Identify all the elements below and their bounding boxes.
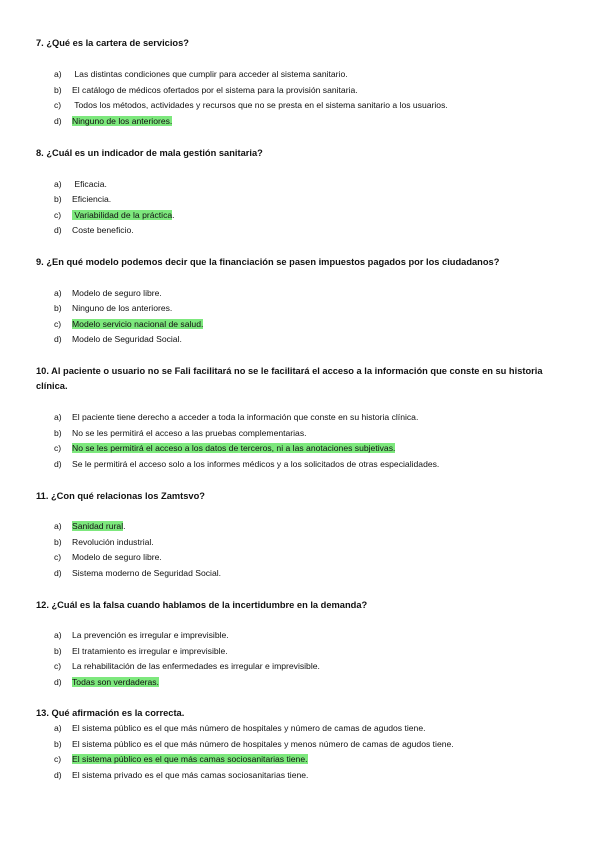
- question-9-option-c: c) Modelo servicio nacional de salud.: [54, 319, 204, 329]
- question-7-option-c: c) Todos los métodos, actividades y recursos que no se presta en el sistema sanitario a los usuarios.: [54, 100, 448, 110]
- question-13-option-c: c) El sistema público es el que más camas sociosanitarias tiene.: [54, 754, 308, 764]
- question-8-option-d: d) Coste beneficio.: [54, 225, 134, 235]
- correct-answer-highlight: Todas son verdaderas.: [72, 677, 159, 687]
- question-8-option-a: a) Eficacia.: [54, 179, 107, 189]
- correct-answer-highlight: El sistema público es el que más camas sociosanitarias tiene.: [72, 754, 308, 764]
- correct-answer-highlight: No se les permitirá el acceso a los datos de terceros, ni a las anotaciones subjetivas.: [72, 443, 396, 453]
- question-10-option-b: b) No se les permitirá el acceso a las pruebas complementarias.: [54, 428, 307, 438]
- question-12-option-c: c) La rehabilitación de las enfermedades es irregular e imprevisible.: [54, 661, 320, 671]
- question-12-option-d: d) Todas son verdaderas.: [54, 677, 159, 687]
- question-11-option-a: a) Sanidad rural.: [54, 521, 126, 531]
- question-8-option-b: b) Eficiencia.: [54, 194, 112, 204]
- question-9-option-a: a) Modelo de seguro libre.: [54, 288, 162, 298]
- question-13-title: 13. Qué afirmación es la correcta.: [36, 708, 185, 718]
- correct-answer-highlight: Ninguno de los anteriores.: [72, 116, 173, 126]
- question-10-option-a: a) El paciente tiene derecho a acceder a toda la información que conste en su historia clínica.: [54, 412, 419, 422]
- question-13-option-d: d) El sistema privado es el que más camas sociosanitarias tiene.: [54, 770, 309, 780]
- question-9-option-d: d) Modelo de Seguridad Social.: [54, 334, 182, 344]
- question-7-title: 7. ¿Qué es la cartera de servicios?: [36, 38, 189, 48]
- question-13-option-b: b) El sistema público es el que más número de hospitales y menos número de camas de agudos tiene.: [54, 739, 454, 749]
- question-10-title: 10. Al paciente o usuario no se Fali facilitará no se le facilitará el acceso a la información que conste en su historia clínica.: [36, 366, 543, 391]
- question-11-option-c: c) Modelo de seguro libre.: [54, 552, 162, 562]
- question-9-title: 9. ¿En qué modelo podemos decir que la financiación se pasen impuestos pagados por los ciudadanos?: [36, 257, 500, 267]
- question-7-option-a: a) Las distintas condiciones que cumplir para acceder al sistema sanitario.: [54, 69, 348, 79]
- correct-answer-highlight: Sanidad rural: [72, 521, 124, 531]
- question-12-option-b: b) El tratamiento es irregular e imprevisible.: [54, 646, 228, 656]
- question-12-option-a: a) La prevención es irregular e imprevisible.: [54, 630, 229, 640]
- correct-answer-highlight: Variabilidad de la práctica: [72, 210, 173, 220]
- question-12-title: 12. ¿Cuál es la falsa cuando hablamos de la incertidumbre en la demanda?: [36, 600, 368, 610]
- question-13-option-a: a) El sistema público es el que más número de hospitales y número de camas de agudos tiene.: [54, 723, 426, 733]
- question-11-option-d: d) Sistema moderno de Seguridad Social.: [54, 568, 222, 578]
- correct-answer-highlight: Modelo servicio nacional de salud.: [72, 319, 204, 329]
- question-10-option-d: d) Se le permitirá el acceso solo a los informes médicos y a los solicitados de otras especialidades.: [54, 459, 440, 469]
- question-7-option-b: b) El catálogo de médicos ofertados por el sistema para la provisión sanitaria.: [54, 85, 358, 95]
- question-9-option-b: b) Ninguno de los anteriores.: [54, 303, 173, 313]
- question-10-option-c: c) No se les permitirá el acceso a los datos de terceros, ni a las anotaciones subjetivas.: [54, 443, 396, 453]
- question-11-option-b: b) Revolución industrial.: [54, 537, 154, 547]
- question-11-title: 11. ¿Con qué relacionas los Zamtsvo?: [36, 491, 205, 501]
- question-8-title: 8. ¿Cuál es un indicador de mala gestión sanitaria?: [36, 148, 263, 158]
- question-7-option-d: d) Ninguno de los anteriores.: [54, 116, 173, 126]
- question-8-option-c: c) Variabilidad de la práctica.: [54, 210, 175, 220]
